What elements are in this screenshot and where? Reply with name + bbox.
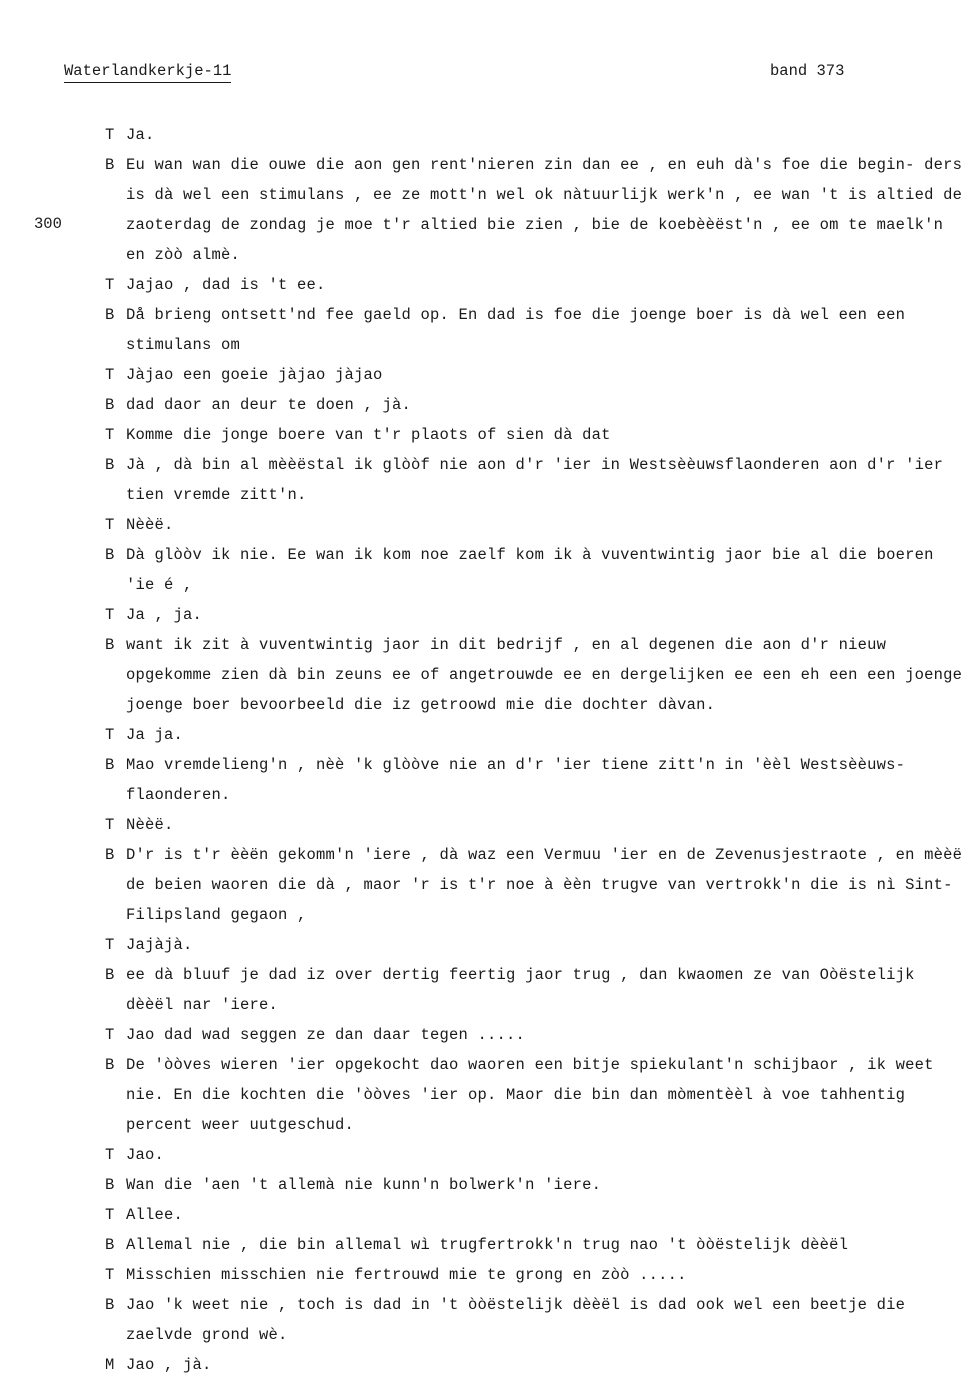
speaker-label: B (105, 396, 115, 414)
speaker-label: B (105, 456, 115, 474)
speaker-label: T (105, 1266, 115, 1284)
transcript-entry (105, 840, 965, 930)
document-title: Waterlandkerkje-11 (64, 60, 231, 83)
transcript-entry (105, 510, 965, 540)
utterance-text: Dà glòòv ik nie. Ee wan ik kom noe zaelf kom ik à vuventwintig jaor bie al die boeren 'ie é , (126, 546, 934, 594)
utterance-text: Jao 'k weet nie , toch is dad in 't òòëstelijk dèèël is dad ook wel een beetje die zaelvde grond wè. (126, 1296, 906, 1344)
speaker-label: B (105, 156, 115, 174)
transcript-entry (105, 600, 965, 630)
utterance-text: ee dà bluuf je dad iz over dertig feertig jaor trug , dan kwaomen ze van Oòëstelijk dèèël nar 'iere. (126, 966, 915, 1014)
utterance-text: Wan die 'aen 't allemà nie kunn'n bolwerk'n 'iere. (126, 1176, 602, 1194)
transcript (105, 120, 965, 1380)
utterance-text: Jà , dà bin al mèèëstal ik glòòf nie aon d'r 'ier in Westsèèuwsflaonderen aon d'r 'ier tien vremde zitt'n. (126, 456, 944, 504)
utterance-text: want ik zit à vuventwintig jaor in dit bedrijf , en al degenen die aon d'r nieuw opgekomme zien dà bin zeuns ee of angetrouwde ee en dergelijken ee een eh een een joenge joenge boer bevoorbeeld die iz getroowd mie die dochter dàvan. (126, 636, 963, 714)
speaker-label: B (105, 1236, 115, 1254)
transcript-entry (105, 960, 965, 1020)
utterance-text: Jajàjà. (126, 936, 193, 954)
utterance-text: Komme die jonge boere van t'r plaots of sien dà dat (126, 426, 611, 444)
speaker-label: M (105, 1356, 115, 1374)
speaker-label: B (105, 1176, 115, 1194)
transcript-entry (105, 270, 965, 300)
transcript-entry (105, 1260, 965, 1290)
utterance-text: Ja ja. (126, 726, 184, 744)
utterance-text: Jajao , dad is 't ee. (126, 276, 326, 294)
utterance-text: Mao vremdelieng'n , nèè 'k glòòve nie an d'r 'ier tiene zitt'n in 'èèl Westsèèuws- flaonderen. (126, 756, 906, 804)
speaker-label: T (105, 606, 115, 624)
speaker-label: T (105, 426, 115, 444)
transcript-entry (105, 1020, 965, 1050)
speaker-label: B (105, 306, 115, 324)
transcript-entry (105, 450, 965, 510)
utterance-text: D'r is t'r èèën gekomm'n 'iere , dà waz een Vermuu 'ier en de Zevenusjestraote , en mèèë de beien waoren die dà , maor 'r is t'r noe à èèn trugve van vertrokk'n die is nì Sint-Filipsland gegaon , (126, 846, 963, 924)
transcript-entry (105, 300, 965, 360)
transcript-entry (105, 420, 965, 450)
transcript-entry (105, 540, 965, 600)
utterance-text: Ja , ja. (126, 606, 203, 624)
speaker-label: T (105, 366, 115, 384)
transcript-entry (105, 1350, 965, 1380)
speaker-label: T (105, 1146, 115, 1164)
utterance-text: Då brieng ontsett'nd fee gaeld op. En dad is foe die joenge boer is dà wel een een stimulans om (126, 306, 906, 354)
transcript-entry (105, 1290, 965, 1350)
utterance-text: Jao dad wad seggen ze dan daar tegen ..... (126, 1026, 526, 1044)
transcript-entry (105, 630, 965, 720)
utterance-text: Jao. (126, 1146, 165, 1164)
utterance-text: Eu wan wan die ouwe die aon gen rent'nieren zin dan ee , en euh dà's foe die begin- ders is dà wel een stimulans , ee ze mott'n wel ok nàtuurlijk werk'n , ee wan 't is altied de zaoterdag de zondag je moe t'r altied bie zien , bie de koebèèëst'n , ee om te maelk'n en zòò almè. (126, 156, 963, 264)
utterance-text: Nèèë. (126, 516, 174, 534)
utterance-text: Jao , jà. (126, 1356, 212, 1374)
transcript-entry (105, 360, 965, 390)
utterance-text: Allemal nie , die bin allemal wì trugfertrokk'n trug nao 't òòëstelijk dèèël (126, 1236, 849, 1254)
speaker-label: B (105, 1296, 115, 1314)
transcript-entry (105, 810, 965, 840)
utterance-text: dad daor an deur te doen , jà. (126, 396, 412, 414)
speaker-label: T (105, 126, 115, 144)
band-number: band 373 (770, 62, 845, 80)
transcript-entry (105, 750, 965, 810)
speaker-label: T (105, 816, 115, 834)
speaker-label: T (105, 726, 115, 744)
transcript-entry (105, 120, 965, 150)
speaker-label: B (105, 846, 115, 864)
transcript-entry (105, 1170, 965, 1200)
transcript-entry (105, 930, 965, 960)
utterance-text: Allee. (126, 1206, 184, 1224)
utterance-text: Nèèë. (126, 816, 174, 834)
speaker-label: T (105, 276, 115, 294)
transcript-entry (105, 720, 965, 750)
speaker-label: T (105, 936, 115, 954)
speaker-label: B (105, 1056, 115, 1074)
speaker-label: T (105, 516, 115, 534)
speaker-label: T (105, 1206, 115, 1224)
transcript-entry (105, 1140, 965, 1170)
transcript-entry (105, 1230, 965, 1260)
utterance-text: Misschien misschien nie fertrouwd mie te grong en zòò ..... (126, 1266, 687, 1284)
transcript-entry (105, 390, 965, 420)
transcript-entry (105, 150, 965, 270)
line-margin-number: 300 (34, 215, 62, 233)
speaker-label: B (105, 756, 115, 774)
transcript-entry (105, 1050, 965, 1140)
speaker-label: T (105, 1026, 115, 1044)
speaker-label: B (105, 546, 115, 564)
speaker-label: B (105, 636, 115, 654)
transcript-entry (105, 1200, 965, 1230)
utterance-text: De 'òòves wieren 'ier opgekocht dao waoren een bitje spiekulant'n schijbaor , ik weet nie. En die kochten die 'òòves 'ier op. Maor die bin dan mòmentèèl à voe tahhentig percent weer uutgeschud. (126, 1056, 934, 1134)
utterance-text: Jàjao een goeie jàjao jàjao (126, 366, 383, 384)
speaker-label: B (105, 966, 115, 984)
utterance-text: Ja. (126, 126, 155, 144)
